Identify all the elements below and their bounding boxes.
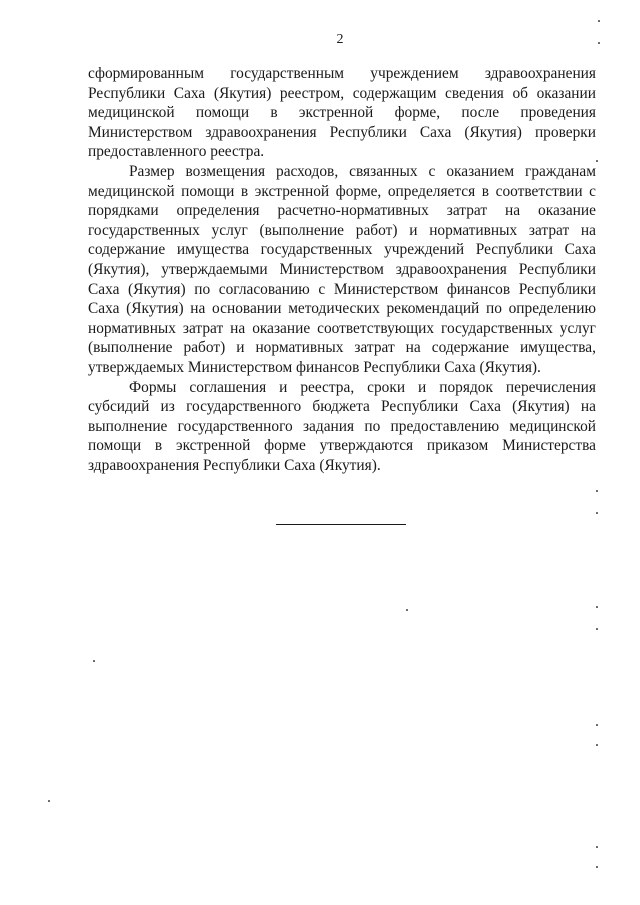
scan-speck bbox=[596, 160, 598, 162]
scan-speck bbox=[598, 42, 600, 44]
document-body bbox=[88, 64, 596, 475]
paragraph-reimbursement-amount: Размер возмещения расходов, связанных с оказанием гражданам медицинской помощи в экстренной форме, определяется в соответствии с порядками определения расчетно-нормативных затрат на оказание государственных услуг (выполнение работ) и нормативных затрат на содержание имущества государственных учреждений Республики Саха (Якутия), утверждаемыми Министерством здравоохранения Республики Саха (Якутия) по согласованию с Министерством финансов Республики Саха (Якутия) на основании методических рекомендаций по определению нормативных затрат на оказание соответствующих государственных услуг (выполнение работ) и нормативных затрат на содержание имущества, утверждаемых Министерством финансов Республики Саха (Якутия). bbox=[88, 162, 596, 376]
scan-speck bbox=[93, 660, 95, 662]
scan-speck bbox=[596, 628, 598, 630]
end-of-text-rule bbox=[276, 524, 406, 525]
page-number: 2 bbox=[336, 32, 344, 47]
scan-speck bbox=[596, 724, 598, 726]
scan-speck bbox=[596, 490, 598, 492]
scan-speck bbox=[596, 512, 598, 514]
scan-speck bbox=[598, 20, 600, 22]
scan-speck bbox=[406, 609, 408, 611]
scan-speck bbox=[596, 606, 598, 608]
scan-speck bbox=[596, 846, 598, 848]
scan-speck bbox=[596, 866, 598, 868]
paragraph-agreement-forms: Формы соглашения и реестра, сроки и порядок перечисления субсидий из государственного бюджета Республики Саха (Якутия) на выполнение государственного задания по предоставлению медицинской помощи в экстренной форме утверждаются приказом Министерства здравоохранения Республики Саха (Якутия). bbox=[88, 378, 596, 474]
scan-speck bbox=[48, 800, 50, 802]
scan-speck bbox=[596, 744, 598, 746]
paragraph-continuation: сформированным государственным учреждением здравоохранения Республики Саха (Якутия) реестром, содержащим сведения об оказании медицинской помощи в экстренной форме, после проведения Министерством здравоохранения Республики Саха (Якутия) проверки предоставленного реестра. bbox=[88, 65, 596, 161]
